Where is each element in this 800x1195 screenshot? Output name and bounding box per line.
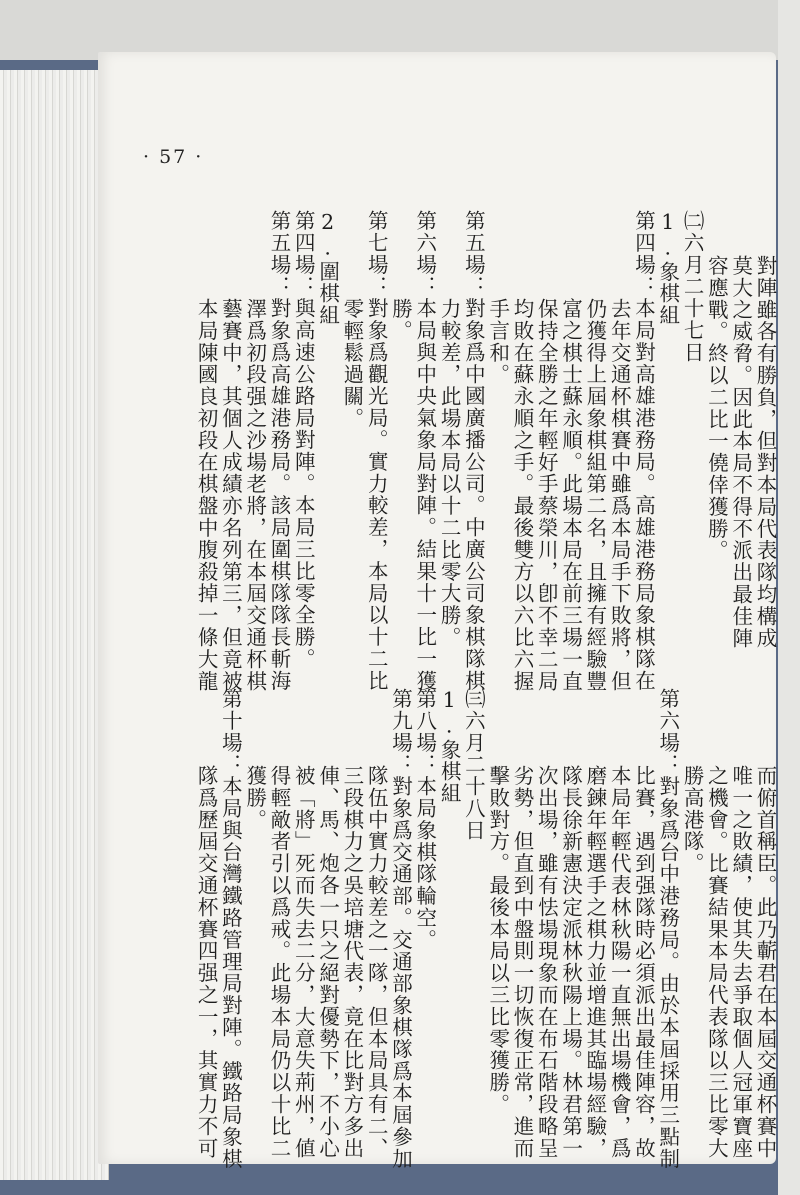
text-column: 第九場：對象爲交通部。交通部象棋隊爲本屆參加: [388, 688, 413, 1170]
book-page-edges: [0, 70, 109, 1180]
text-column: 唯一之敗績，使其失去爭取個人冠軍寶座: [728, 765, 753, 1160]
text-column: 俥、馬、炮各一只之絕對優勢下，不小心: [315, 765, 340, 1160]
text-column: 容應戰。終以二比一僥倖獲勝。: [704, 255, 729, 562]
text-column: 劣勢，但直到中盤則一切恢復正常，進而: [510, 765, 534, 1160]
text-column: 第四場：與高速公路局對陣。本局三比零全勝。: [291, 210, 316, 670]
text-column: 擊敗對方。最後本局以三比零獲勝。: [485, 765, 510, 1116]
page-number: · 57 ·: [143, 146, 204, 168]
text-column: 獲勝。: [242, 765, 267, 831]
text-column: 第五場：對象爲中國廣播公司。中廣公司象棋隊棋: [461, 210, 486, 692]
text-column: 第八場：本局象棋隊輪空。: [412, 688, 437, 951]
text-column: 手言和。: [485, 298, 510, 386]
text-column: 次出場，雖有怯場現象而在布石階段略呈: [534, 765, 559, 1160]
text-column: 三段棋力之吳培塘代表，竟在比對方多出: [339, 765, 364, 1160]
text-column: 隊伍中實力較差之一隊，但本局具有二、: [364, 765, 389, 1160]
text-column: 勝高港隊。: [680, 765, 705, 875]
text-column: 之機會。比賽結果本局代表隊以三比零大: [704, 765, 729, 1160]
text-column: 第五場：對象爲高雄港務局。該局圍棋隊隊長斬海: [267, 210, 291, 692]
text-column: 1.象棋組: [655, 210, 680, 327]
text-column: 去年交通杯棋賽中雖爲本局手下敗將，但: [607, 298, 632, 693]
background-top: [0, 0, 800, 60]
text-column: 而俯首稱臣。此乃蘄君在本屆交通杯賽中: [753, 765, 777, 1160]
text-column: 第十場：本局與台灣鐵路管理局對陣。鐵路局象棋: [218, 688, 243, 1170]
text-column: 1.象棋組: [437, 688, 462, 805]
text-column: 第六場：對象爲台中港務局。由於本屆採用三點制: [655, 688, 680, 1170]
text-column: 富之棋士蘇永順。此場本局在前三場一直: [558, 298, 583, 693]
text-column: 仍獲得上屆象棋組第二名，且擁有經驗豐: [582, 298, 607, 693]
text-column: 隊長徐新憲決定派林秋陽上場。林君第一: [558, 765, 583, 1160]
text-column: ㈡六月二十七日: [680, 210, 705, 364]
text-column: 第七場：對象爲觀光局。實力較差，本局以十二比: [364, 210, 389, 692]
text-column: 隊爲歷屆交通杯賽四强之一，其實力不可: [194, 765, 219, 1160]
text-column: 藝賽中，其個人成績亦名列第三，但竟被: [218, 298, 243, 693]
text-column: 零輕鬆過關。: [339, 298, 364, 430]
text-column: ㈢六月二十八日: [461, 688, 486, 842]
text-column: 本局年輕代表林秋陽一直無出場機會，爲: [607, 765, 632, 1160]
text-column: 被「將」死而失去二分，大意失荊州，値: [291, 765, 316, 1160]
text-column: 得輕敵者引以爲戒。此場本局仍以十比二: [267, 765, 291, 1160]
text-column: 比賽，遇到强隊時必須派出最佳陣容，故: [631, 765, 656, 1160]
text-column: 澤爲初段强之沙場老將，在本屆交通杯棋: [242, 298, 267, 693]
text-column: 力較差，此場本局以十二比零大勝。: [437, 298, 462, 649]
text-column: 保持全勝之年輕好手蔡榮川，卽不幸二局: [534, 298, 559, 693]
text-column: 本局陳國良初段在棋盤中腹殺掉一條大龍: [194, 298, 219, 693]
text-column: 第六場：本局與中央氣象局對陣。結果十一比一獲: [412, 210, 437, 692]
text-column: 莫大之威脅。因此本局不得不派出最佳陣: [728, 255, 753, 650]
text-column: 第四場：本局對高雄港務局。高雄港務局象棋隊在: [631, 210, 656, 692]
text-column: 對陣雖各有勝負，但對本局代表隊均構成: [753, 255, 777, 650]
text-column: 磨鍊年輕選手之棋力並增進其臨場經驗，: [582, 765, 607, 1160]
text-column: 均敗在蘇永順之手。最後雙方以六比六握: [510, 298, 534, 693]
text-column: 2.圍棋組: [315, 210, 340, 327]
text-column: 勝。: [388, 298, 413, 342]
